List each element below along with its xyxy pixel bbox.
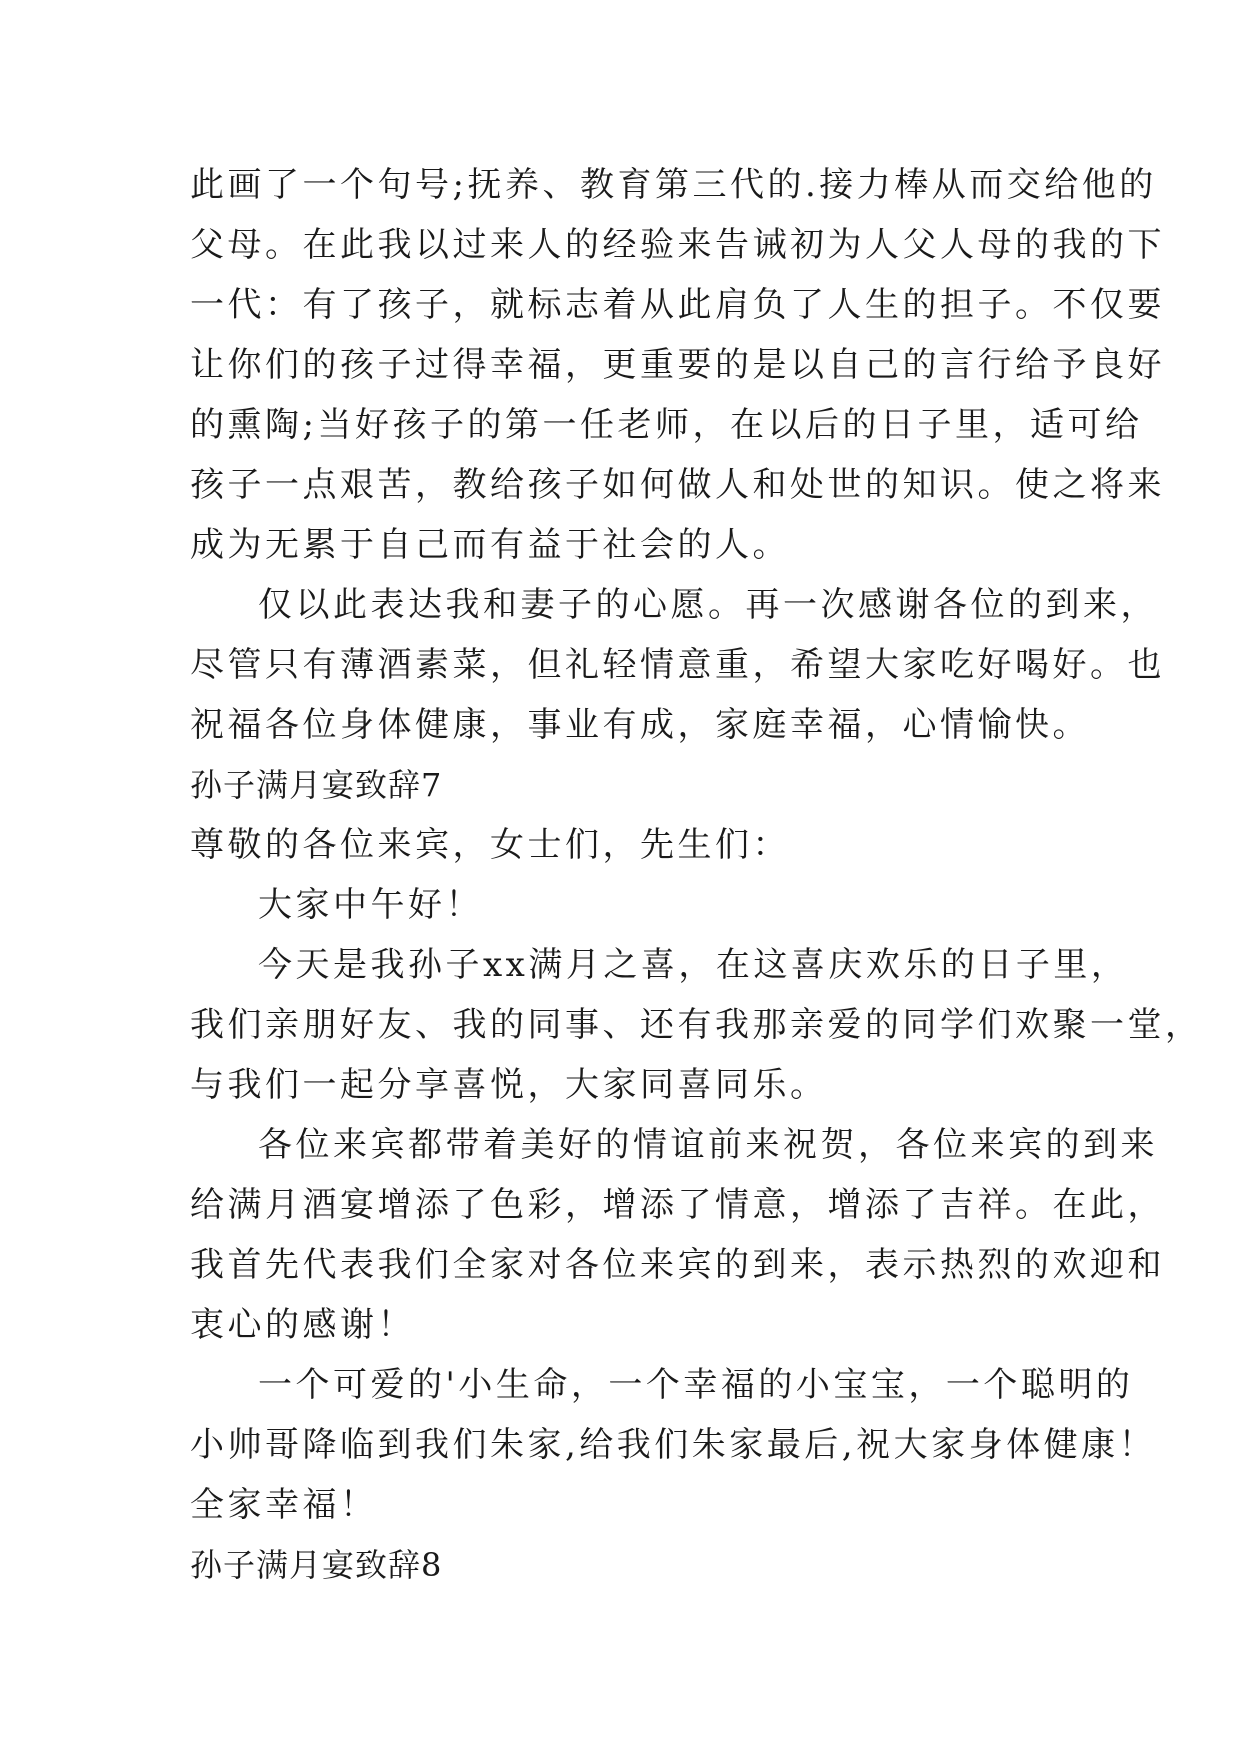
text-line: 成为无累于自己而有益于社会的人。 bbox=[190, 525, 790, 565]
text-line: 今天是我孙子xx满月之喜，在这喜庆欢乐的日子里， bbox=[258, 945, 1129, 985]
heading-text: 孙子满月宴致辞7 bbox=[190, 766, 443, 804]
paragraph-thanks bbox=[190, 1115, 1165, 1355]
text-line: 让你们的孩子过得幸福，更重要的是以自己的言行给予良好 bbox=[190, 345, 1165, 385]
text-line: 父母。在此我以过来人的经验来告诫初为人父人母的我的下 bbox=[190, 225, 1165, 265]
text-line: 尽管只有薄酒素菜，但礼轻情意重，希望大家吃好喝好。也 bbox=[190, 645, 1165, 685]
paragraph-wishes bbox=[190, 575, 1165, 755]
text-line: 与我们一起分享喜悦，大家同喜同乐。 bbox=[190, 1065, 828, 1105]
text-line: 孩子一点艰苦，教给孩子如何做人和处世的知识。使之将来 bbox=[190, 465, 1165, 505]
section-heading-7 bbox=[190, 755, 1050, 815]
text-line: 祝福各位身体健康，事业有成，家庭幸福，心情愉快。 bbox=[190, 705, 1090, 745]
paragraph-baby bbox=[190, 1355, 1157, 1535]
text-line: 我们亲朋好友、我的同事、还有我那亲爱的同学们欢聚一堂， bbox=[190, 1005, 1203, 1045]
section-heading-8 bbox=[190, 1535, 1050, 1595]
text-line: 小帅哥降临到我们朱家,给我们朱家最后,祝大家身体健康！ bbox=[190, 1425, 1157, 1465]
text-line: 一个可爱的'小生命，一个幸福的小宝宝，一个聪明的 bbox=[258, 1365, 1134, 1405]
text-line: 我首先代表我们全家对各位来宾的到来，表示热烈的欢迎和 bbox=[190, 1245, 1165, 1285]
document-body bbox=[190, 155, 1203, 1595]
heading-text: 孙子满月宴致辞8 bbox=[190, 1546, 443, 1584]
text-line: 全家幸福！ bbox=[190, 1485, 378, 1525]
text-line: 一代：有了孩子，就标志着从此肩负了人生的担子。不仅要 bbox=[190, 285, 1165, 325]
paragraph-celebration bbox=[190, 935, 1203, 1115]
salutation bbox=[190, 815, 1050, 875]
text-line: 仅以此表达我和妻子的心愿。再一次感谢各位的到来， bbox=[258, 585, 1158, 625]
text-line: 大家中午好！ bbox=[258, 885, 483, 925]
greeting bbox=[190, 875, 1050, 935]
text-line: 此画了一个句号;抚养、教育第三代的.接力棒从而交给他的 bbox=[190, 165, 1157, 205]
text-line: 给满月酒宴增添了色彩，增添了情意，增添了吉祥。在此， bbox=[190, 1185, 1165, 1225]
paragraph-upbringing bbox=[190, 155, 1165, 575]
text-line: 尊敬的各位来宾，女士们，先生们： bbox=[190, 825, 790, 865]
text-line: 各位来宾都带着美好的情谊前来祝贺，各位来宾的到来 bbox=[258, 1125, 1158, 1165]
text-line: 衷心的感谢！ bbox=[190, 1305, 415, 1345]
text-line: 的熏陶;当好孩子的第一任老师，在以后的日子里，适可给 bbox=[190, 405, 1143, 445]
